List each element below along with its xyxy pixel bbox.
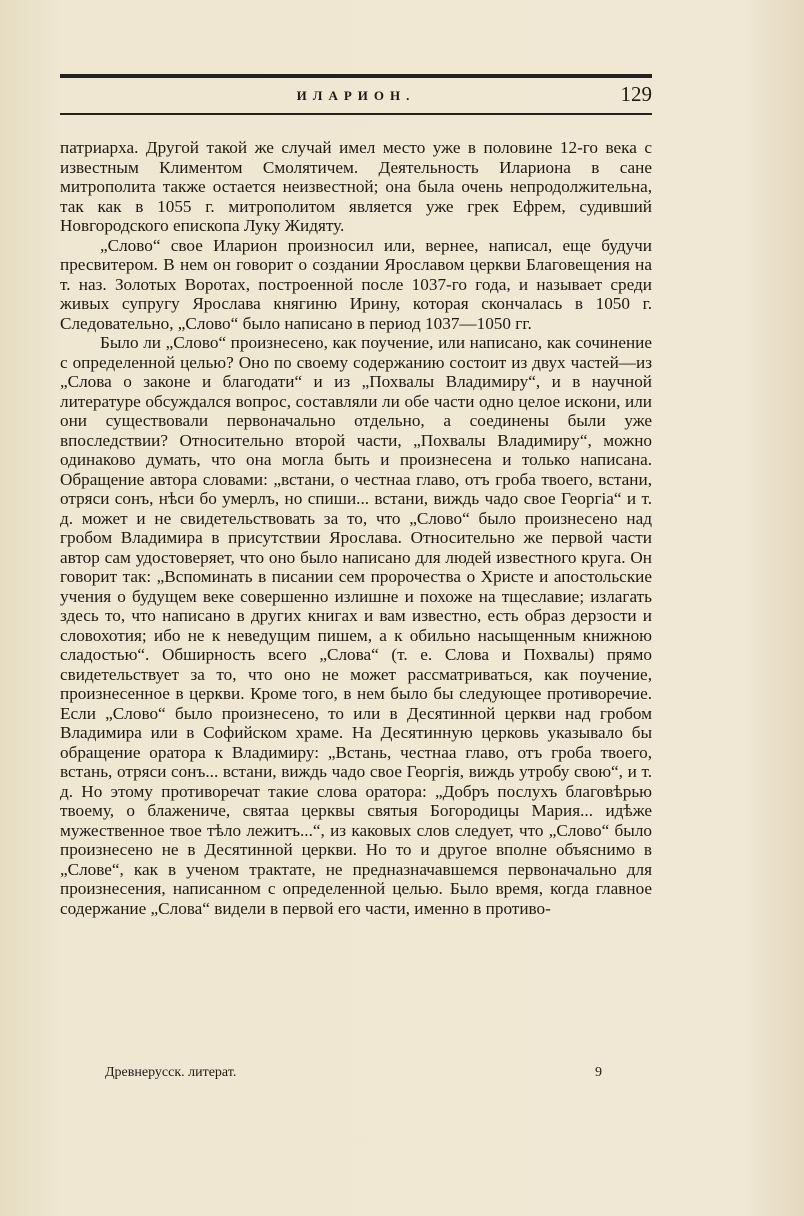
signature-title: Древнерусск. литерат. (105, 1065, 237, 1080)
header-rule-bottom (60, 113, 652, 115)
paragraph: патриарха. Другой такой же случай имел место уже в половине 12-го века с известным Климентом Смолятичем. Деятельность Илариона в сане митрополита также остается неизвестной; она была очень непродолжительна, так как в 1055 г. митрополитом является уже грек Ефрем, судивший Новгородского епископа Луку Жидяту. (60, 138, 652, 235)
body-text (60, 138, 652, 918)
header-rule-top (60, 74, 652, 78)
paragraph: „Слово“ свое Иларион произносил или, вернее, написал, еще будучи пресвитером. В нем он говорит о создании Ярославом церкви Благовещения на т. наз. Золотых Воротах, построенной после 1037-го года, и называет среди живых супругу Ярослава княгиню Ирину, которая скончалась в 1050 г. Следовательно, „Слово“ было написано в период 1037—1050 гг. (60, 235, 652, 333)
running-head: ИЛАРИОН. (296, 88, 416, 103)
paragraph: Было ли „Слово“ произнесено, как поучение, или написано, как сочинение с определенной целью? Оно по своему содержанию состоит из двух частей—из „Слова о законе и благодати“ и из „Похвалы Владимиру“, и в научной литературе обсуждался вопрос, составляли ли обе части одно целое искони, или они существовали первоначально отдельно, а соединены были уже впоследствии? Относительно второй части, „Похвалы Владимиру“, можно одинаково думать, что она могла быть и произнесена и только написана. Обращение автора словами: „встани, о честнаа главо, отъ гроба твоего, встани, отряси сонъ, нѣси бо умерлъ, но спиши... встани, виждь чадо свое Георгіа“ и т. д. может и не свидетельствовать за то, что „Слово“ было произнесено над гробом Владимира в присутствии Ярослава. Относительно же первой части автор сам удостоверяет, что оно было написано для людей известного круга. Он говорит так: „Вспоминать в писании сем пророчества о Христе и апостольские учения о будущем веке совершенно излишне и похоже на тщеславие; излагать здесь то, что написано в других книгах и вам известно, есть образ дерзости и словохотия; ибо не к неведущим пишем, а к обильно насыщенным книжною сладостью“. Обширность всего „Слова“ (т. е. Слова и Похвалы) прямо свидетельствует за то, что оно не может рассматриваться, как поучение, произнесенное в церкви. Кроме того, в нем было бы следующее противоречие. Если „Слово“ было произнесено, то или в Десятинной церкви над гробом Владимира или в Софийском храме. На Десятинную церковь указывало бы обращение оратора к Владимиру: „Встань, честнаа главо, отъ гроба твоего, встань, отряси сонъ... встани, виждь чадо свое Георгія, виждь утробу свою“, и т. д. Но этому противоречат такие слова оратора: „Добръ послухъ благовѣрью твоему, о блажениче, святаа церквы святыя Богородицы Мария... идѣже мужественное твое тѣло лежитъ...“, из каковых слов следует, что „Слово“ было произнесено не в Десятинной церкви. Но то и другое вполне объяснимо в „Слове“, как в ученом трактате, не предназначавшемся первоначально для произнесения, написанном с определенной целью. Было время, когда главное содержание „Слова“ видели в первой его части, именно в противо- (60, 333, 652, 918)
page-header (60, 84, 652, 112)
signature-number: 9 (595, 1065, 602, 1080)
page-number: 129 (620, 82, 652, 106)
